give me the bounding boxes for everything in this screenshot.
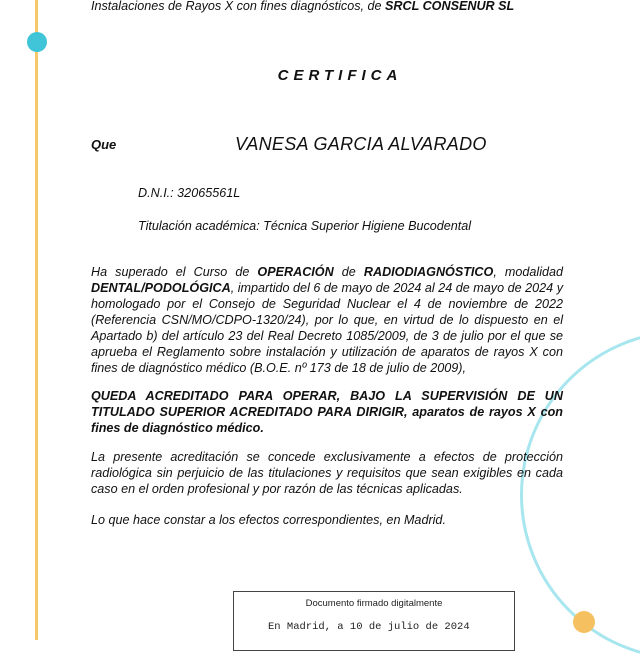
- certificate-title: CERTIFICA: [277, 67, 403, 84]
- header-line: [91, 0, 571, 14]
- signature-place-date: En Madrid, a 10 de julio de 2024: [268, 621, 470, 633]
- signature-title: Documento firmado digitalmente: [305, 598, 443, 609]
- header-company: SRCL CONSENUR SL: [385, 0, 515, 13]
- decorative-teal-dot: [27, 32, 47, 52]
- person-name: VANESA GARCIA ALVARADO: [235, 134, 487, 154]
- que-label: Que: [91, 137, 117, 152]
- closing-paragraph: Lo que hace constar a los efectos correspondientes, en Madrid.: [91, 513, 446, 527]
- p1-bold-operacion: OPERACIÓN: [257, 265, 334, 279]
- p1-text-2: de: [333, 265, 364, 279]
- course-paragraph: [91, 264, 563, 376]
- p1-bold-radiodiagnostico: RADIODIAGNÓSTICO: [363, 265, 494, 279]
- disclaimer-paragraph: La presente acreditación se concede exclusivamente a efectos de protección radiológica sin perjuicio de las titulaciones y requisitos que sean exigibles en cada caso en el orden profesional y por razón de las técnicas aplicadas.: [91, 450, 563, 496]
- p1-text-3: , modalidad: [493, 265, 564, 279]
- p1-text-1: Ha superado el Curso de: [91, 265, 258, 279]
- dni-line: D.N.I.: 32065561L: [138, 186, 241, 200]
- digital-signature-box: [233, 591, 515, 651]
- decorative-vertical-line: [35, 0, 38, 640]
- decorative-orange-dot: [573, 611, 595, 633]
- titulacion-line: Titulación académica: Técnica Superior Higiene Bucodental: [138, 219, 472, 233]
- p1-text-4: , impartido del 6 de mayo de 2024 al 24 de mayo de 2024 y homologado por el Consejo de Seguridad Nuclear el 4 de noviembre de 2022 (Referencia CSN/MO/CDPO-1320/24), por lo que, en virtud de lo dispuesto en el Apartado b) del artículo 23 del Real Decreto 1085/2009, de 3 de julio por el que se aprueba el Reglamento sobre instalación y utilización de aparatos de rayos X con fines de diagnóstico médico (B.O.E. nº 173 de 18 de julio de 2009),: [91, 281, 563, 375]
- accreditation-paragraph: QUEDA ACREDITADO PARA OPERAR, BAJO LA SUPERVISIÓN DE UN TITULADO SUPERIOR ACREDITADO PARA DIRIGIR, aparatos de rayos X con fines de diagnóstico médico.: [91, 389, 563, 435]
- header-prefix: Instalaciones de Rayos X con fines diagnósticos, de: [91, 0, 386, 13]
- p1-bold-modalidad: DENTAL/PODOLÓGICA: [91, 281, 231, 295]
